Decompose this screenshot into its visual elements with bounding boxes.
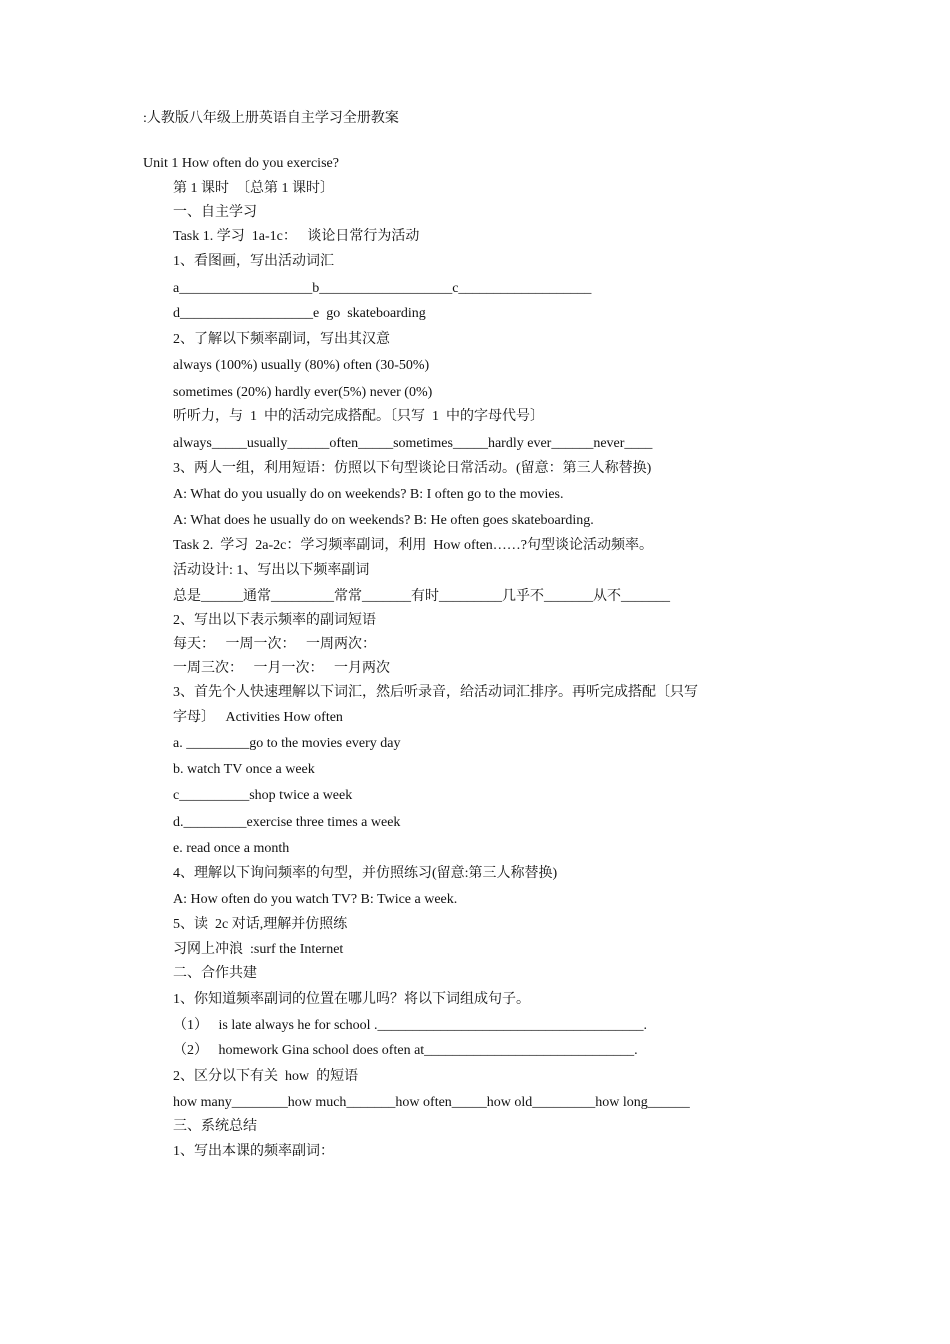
blank-line: d___________________e go skateboarding [173,306,426,321]
text-line: 2、写出以下表示频率的副词短语 [173,613,376,628]
blank-line: （1） is late always he for school .______________________________________. [173,1018,648,1033]
text-line: always (100%) usually (80%) often (30-50%) [173,358,430,373]
text-line: Task 2. 学习 2a-2c：学习频率副词，利用 How often……?句型谈论活动频率。 [173,538,654,553]
section-heading: 三、系统总结 [173,1119,257,1134]
text-line: 4、理解以下询问频率的句型，并仿照练习(留意:第三人称替换) [173,866,558,881]
text-line: 第 1 课时 〔总第 1 课时〕 [173,181,334,196]
text-line: Task 1. 学习 1a-1c： 谈论日常行为活动 [173,229,420,244]
blank-line: d._________exercise three times a week [173,815,401,830]
document-title: :人教版八年级上册英语自主学习全册教案 [143,111,399,126]
blank-line: c__________shop twice a week [173,788,353,803]
blank-line: always_____usually______often_____sometimes_____hardly ever______never____ [173,436,653,451]
text-line: A: How often do you watch TV? B: Twice a week. [173,892,458,907]
blank-line: （2） homework Gina school does often at______________________________. [173,1043,638,1058]
text-line: 每天： 一周一次： 一周两次： [173,637,376,652]
text-line: sometimes (20%) hardly ever(5%) never (0%) [173,385,433,400]
text-line: b. watch TV once a week [173,762,315,777]
text-line: 1、写出本课的频率副词： [173,1144,334,1159]
text-line: A: What does he usually do on weekends? B: He often goes skateboarding. [173,513,594,528]
text-line: e. read once a month [173,841,290,856]
text-line: 5、读 2c 对话,理解并仿照练 [173,917,348,932]
text-line: 习网上冲浪 :surf the Internet [173,942,344,957]
text-line: 3、两人一组，利用短语：仿照以下句型谈论日常活动。(留意：第三人称替换) [173,461,652,476]
text-line: 3、首先个人快速理解以下词汇，然后听录音，给活动词汇排序。再听完成搭配〔只写 [173,685,698,700]
unit-heading: Unit 1 How often do you exercise? [143,156,339,171]
text-line: 2、区分以下有关 how 的短语 [173,1069,359,1084]
text-line: 1、看图画，写出活动词汇 [173,254,334,269]
text-line: A: What do you usually do on weekends? B: I often go to the movies. [173,487,564,502]
blank-line: a___________________b___________________c___________________ [173,281,592,296]
text-line: 听听力，与 1 中的活动完成搭配。〔只写 1 中的字母代号〕 [173,409,544,424]
text-line: 一周三次： 一月一次： 一月两次 [173,661,390,676]
text-line: 活动设计: 1、写出以下频率副词 [173,563,370,578]
blank-line: 总是______通常_________常常_______有时_________几乎不_______从不_______ [173,589,670,604]
blank-line: how many________how much_______how often_____how old_________how long______ [173,1095,690,1110]
text-line: 1、你知道频率副词的位置在哪儿吗？将以下词组成句子。 [173,992,530,1007]
text-line: 字母〕 Activities How often [173,710,343,725]
section-heading: 二、合作共建 [173,966,257,981]
section-heading: 一、自主学习 [173,205,257,220]
blank-line: a. _________go to the movies every day [173,736,401,751]
text-line: 2、了解以下频率副词，写出其汉意 [173,332,390,347]
